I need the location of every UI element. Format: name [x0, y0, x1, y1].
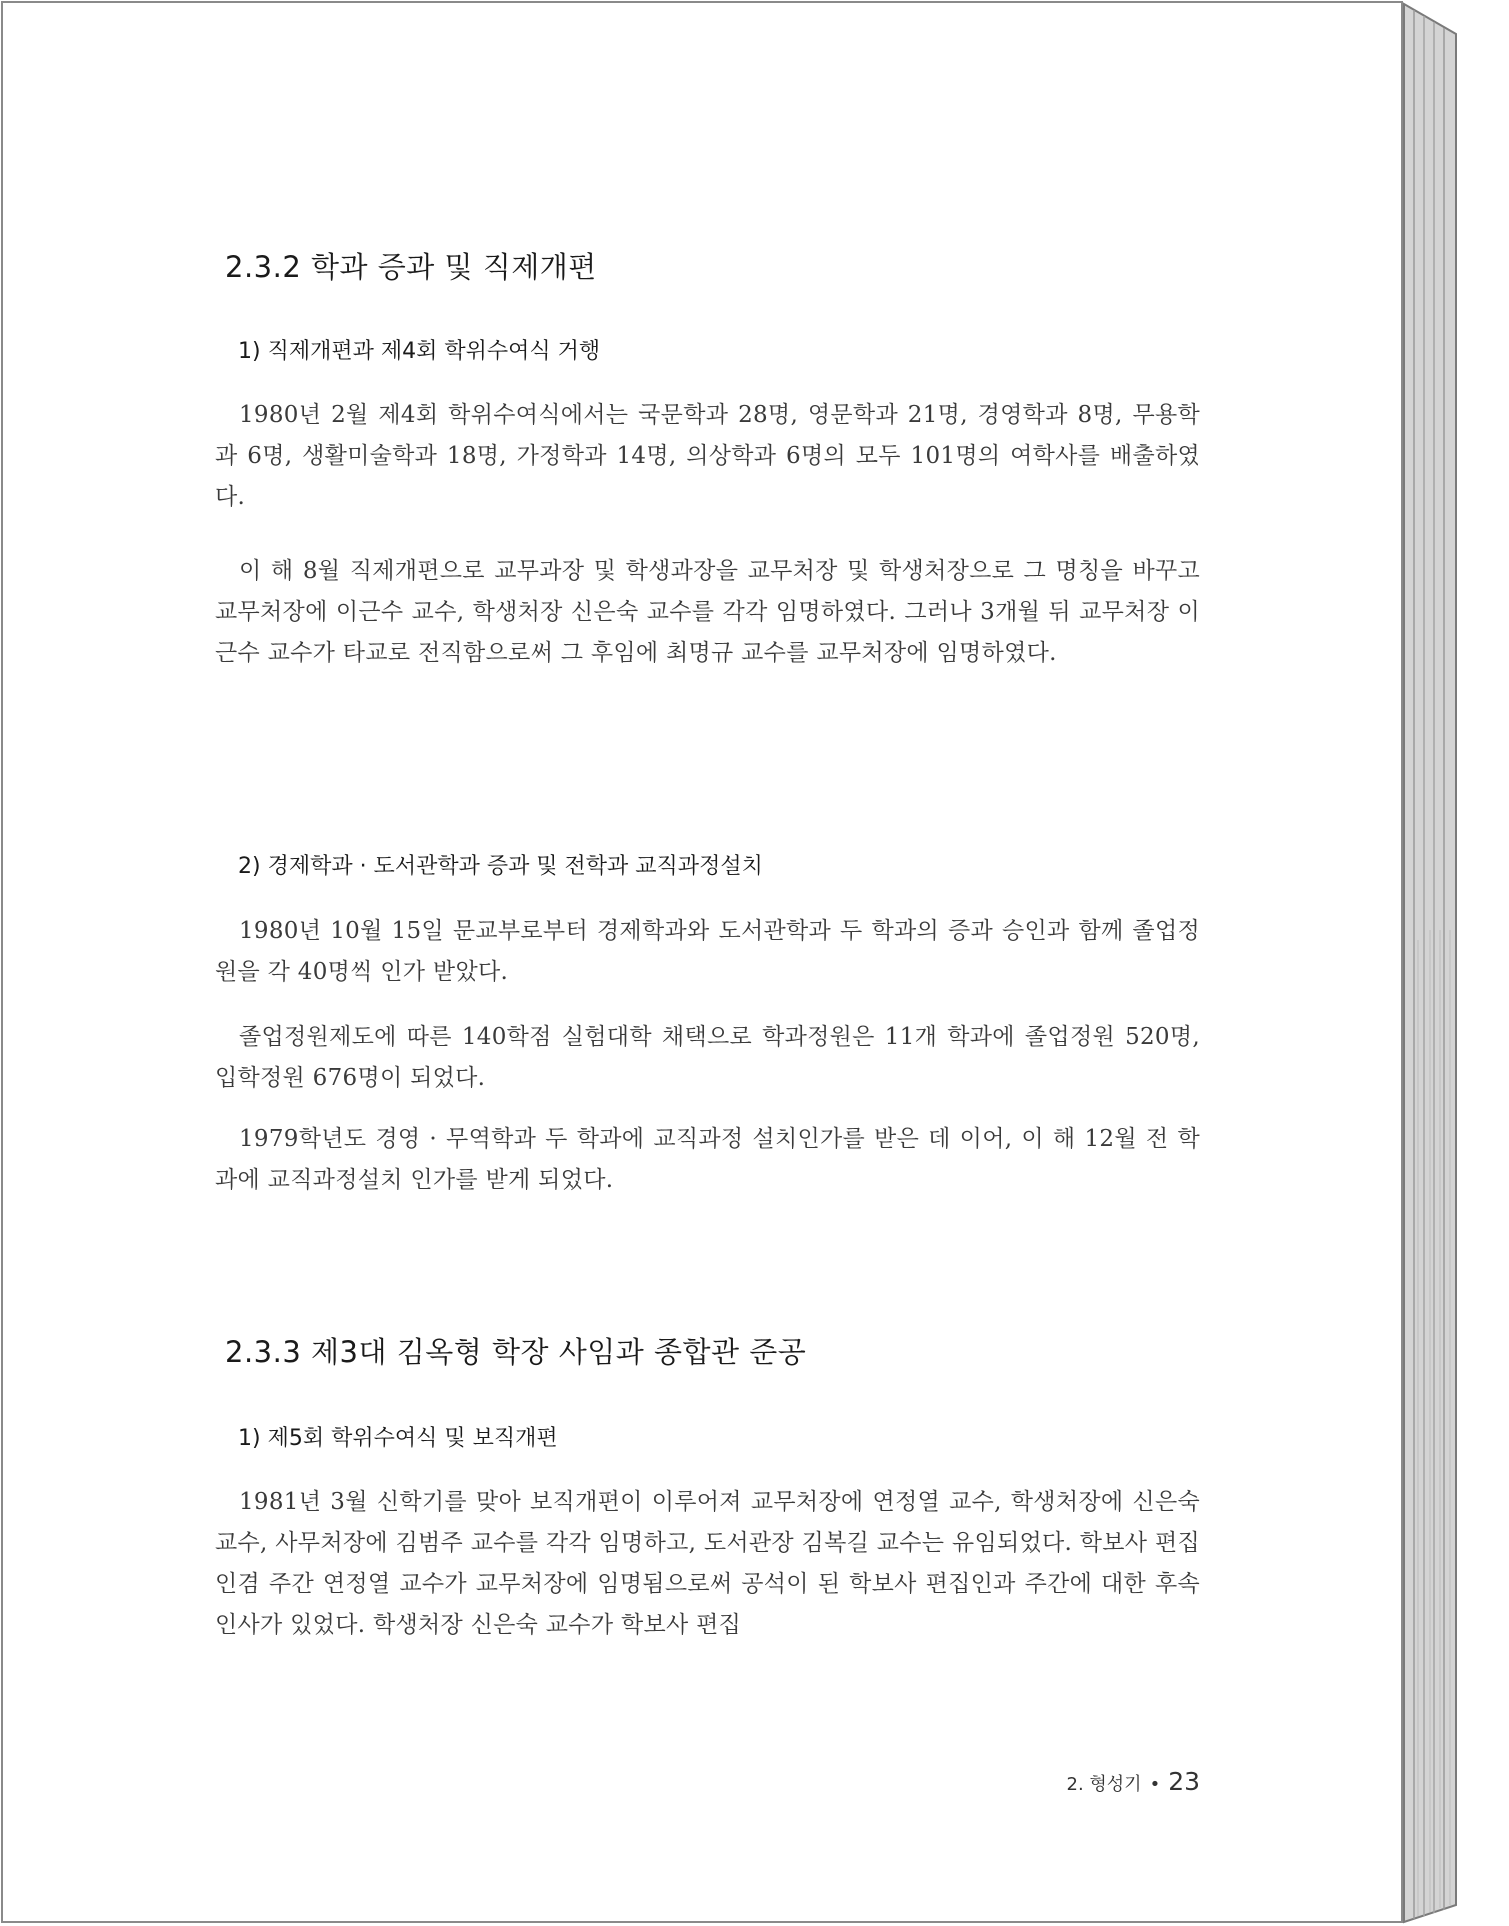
section-heading-2-3-2: 2.3.2 학과 증과 및 직제개편	[225, 250, 597, 284]
bullet-separator: •	[1149, 1774, 1161, 1795]
page-number: 23	[1168, 1767, 1200, 1796]
subsection-heading-1: 1) 제5회 학위수여식 및 보직개편	[238, 1426, 558, 1451]
paragraph: 졸업정원제도에 따른 140학점 실험대학 채택으로 학과정원은 11개 학과에 졸업정원 520명, 입학정원 676명이 되었다.	[215, 1024, 1200, 1091]
subsection-heading-2: 2) 경제학과 · 도서관학과 증과 및 전학과 교직과정설치	[238, 854, 763, 879]
section-heading-2-3-3: 2.3.3 제3대 김옥형 학장 사임과 종합관 준공	[225, 1335, 807, 1369]
paragraph: 1979학년도 경영 · 무역학과 두 학과에 교직과정 설치인가를 받은 데 이어, 이 해 12월 전 학과에 교직과정설치 인가를 받게 되었다.	[215, 1126, 1200, 1193]
document-page	[1, 1, 1403, 1923]
chapter-label: 2. 형성기	[1066, 1774, 1142, 1795]
paragraph: 1981년 3월 신학기를 맞아 보직개편이 이루어져 교무처장에 연정열 교수, 학생처장에 신은숙 교수, 사무처장에 김범주 교수를 각각 임명하고, 도서관장 김복길 교수는 유임되었다. 학보사 편집인겸 주간 연정열 교수가 교무처장에 임명됨으로써 공석이 된 학보사 편집인과 주간에 대한 후속인사가 있었다. 학생처장 신은숙 교수가 학보사 편집	[215, 1489, 1200, 1638]
paragraph: 이 해 8월 직제개편으로 교무과장 및 학생과장을 교무처장 및 학생처장으로 그 명칭을 바꾸고 교무처장에 이근수 교수, 학생처장 신은숙 교수를 각각 임명하였다. 그러나 3개월 뒤 교무처장 이근수 교수가 타교로 전직함으로써 그 후임에 최명규 교수를 교무처장에 임명하였다.	[215, 558, 1200, 666]
page-footer	[1067, 1767, 1201, 1796]
paragraph: 1980년 10월 15일 문교부로부터 경제학과와 도서관학과 두 학과의 증과 승인과 함께 졸업정원을 각 40명씩 인가 받았다.	[215, 918, 1200, 985]
subsection-heading-1: 1) 직제개편과 제4회 학위수여식 거행	[238, 339, 601, 364]
paragraph: 1980년 2월 제4회 학위수여식에서는 국문학과 28명, 영문학과 21명, 경영학과 8명, 무용학과 6명, 생활미술학과 18명, 가정학과 14명, 의상학과 6명의 모두 101명의 여학사를 배출하였다.	[215, 402, 1200, 510]
